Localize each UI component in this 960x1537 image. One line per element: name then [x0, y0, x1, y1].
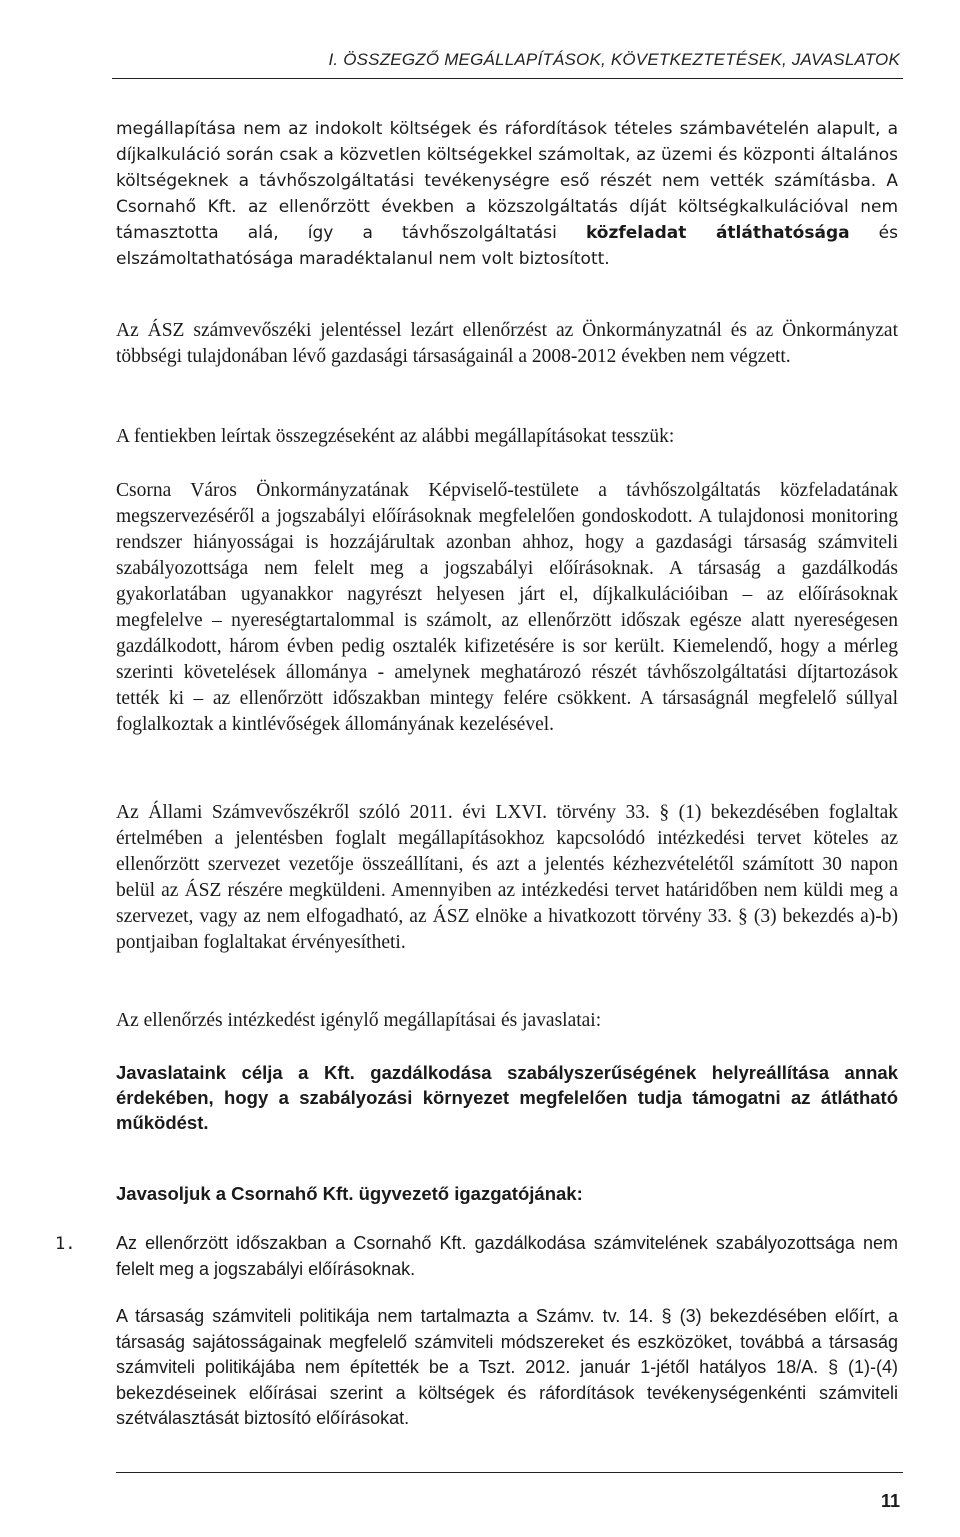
- list-item-finding-1: Az ellenőrzött időszakban a Csornahő Kft. gazdálkodása számvitelének szabályozottsága nem felelt meg a jogszabályi előírásoknak.: [116, 1233, 898, 1279]
- footer-divider: [116, 1472, 903, 1473]
- paragraph-summary-intro: A fentiekben leírtak összegzéseként az alábbi megállapításokat tesszük:: [116, 426, 675, 447]
- paragraph-recommendations-intro: Az ellenőrzés intézkedést igénylő megállapításai és javaslatai:: [116, 1010, 602, 1031]
- paragraph-findings-continuation: [116, 116, 898, 272]
- page-number: 11: [880, 1491, 900, 1511]
- paragraph-text: és elszámoltathatósága maradéktalanul nem volt biztosított.: [116, 223, 898, 269]
- paragraph-summary: Csorna Város Önkormányzatának Képviselő-testülete a távhőszolgáltatás közfeladatának megszervezéséről a jogszabályi előírásoknak megfelelően gondoskodott. A tulajdonosi monitoring rendszer hiányosságai is hozzájárultak azonban ahhoz, hogy a gazdasági társaság számviteli szabályozottsága nem felelt meg a jogszabályi előírásoknak. A társaság a gazdálkodás gyakorlatában ugyanakkor nagyrészt helyesen járt el, díjkalkulációiban – az előírásoknak megfelelve – nyereségtartalommal is számolt, az ellenőrzött időszak egésze alatt nyereségesen gazdálkodott, három évben pedig osztalék kifizetésére is sor került. Kiemelendő, hogy a mérleg szerinti követelések állománya - amelynek meghatározó részét távhőszolgáltatási díjtartozások tették ki – az ellenőrzött időszakban mintegy felére csökkent. A társaságnál megfelelő súllyal foglalkoztak a kintlévőségek állományának kezelésével.: [116, 480, 898, 735]
- header-divider: [112, 78, 903, 79]
- paragraph-legal-basis: Az Állami Számvevőszékről szóló 2011. évi LXVI. törvény 33. § (1) bekezdésében foglaltak értelmében a jelentésben foglalt megállapításokhoz kapcsolódó intézkedési tervet köteles az ellenőrzött szervezet vezetője összeállítani, és azt a jelentés kézhezvételétől számított 30 napon belül az ÁSZ részére megküldeni. Amennyiben az intézkedési tervet határidőben nem küldi meg a szervezet, vagy az nem elfogadható, az ÁSZ elnöke a hivatkozott törvény 33. § (3) bekezdés a)-b) pontjaiban foglaltakat érvényesítheti.: [116, 802, 898, 953]
- running-header: I. ÖSSZEGZŐ MEGÁLLAPÍTÁSOK, KÖVETKEZTETÉSEK, JAVASLATOK: [328, 50, 900, 69]
- paragraph-recommendation-goal: Javaslataink célja a Kft. gazdálkodása szabályszerűségének helyreállítása annak érdekében, hogy a szabályozási környezet megfelelően tudja támogatni az átlátható működést.: [116, 1062, 898, 1133]
- paragraph-asz-audit: Az ÁSZ számvevőszéki jelentéssel lezárt ellenőrzést az Önkormányzatnál és az Önkormányzat többségi tulajdonában lévő gazdasági társaságainál a 2008-2012 években nem végzett.: [116, 320, 898, 367]
- list-item-number: 1.: [55, 1234, 76, 1254]
- recommendation-addressee: Javasoljuk a Csornahő Kft. ügyvezető igazgatójának:: [116, 1183, 583, 1204]
- paragraph-text: megállapítása nem az indokolt költségek és ráfordítások tételes számbavételén alapult, a díjkalkuláció során csak a közvetlen költségekkel számoltak, az üzemi és központi általános költségeknek a távhőszolgáltatási tevékenységre eső részét nem vették számításba. A Csornahő Kft. az ellenőrzött években a közszolgáltatás díját költségkalkulációval nem támasztotta alá, így a távhőszolgáltatási: [116, 119, 898, 243]
- emphasis-public-task-transparency: közfeladat átláthatósága: [585, 223, 850, 243]
- paragraph-accounting-policy: A társaság számviteli politikája nem tartalmazta a Számv. tv. 14. § (3) bekezdésében előírt, a társaság sajátosságainak megfelelő számviteli módszereket és eszközöket, továbbá a társaság számviteli politikájába nem építették be a Tszt. 2012. január 1-jétől hatályos 18/A. § (1)-(4) bekezdéseinek előírásai szerint a költségek és ráfordítások tevékenységenkénti számviteli szétválasztását biztosító előírásokat.: [116, 1306, 898, 1428]
